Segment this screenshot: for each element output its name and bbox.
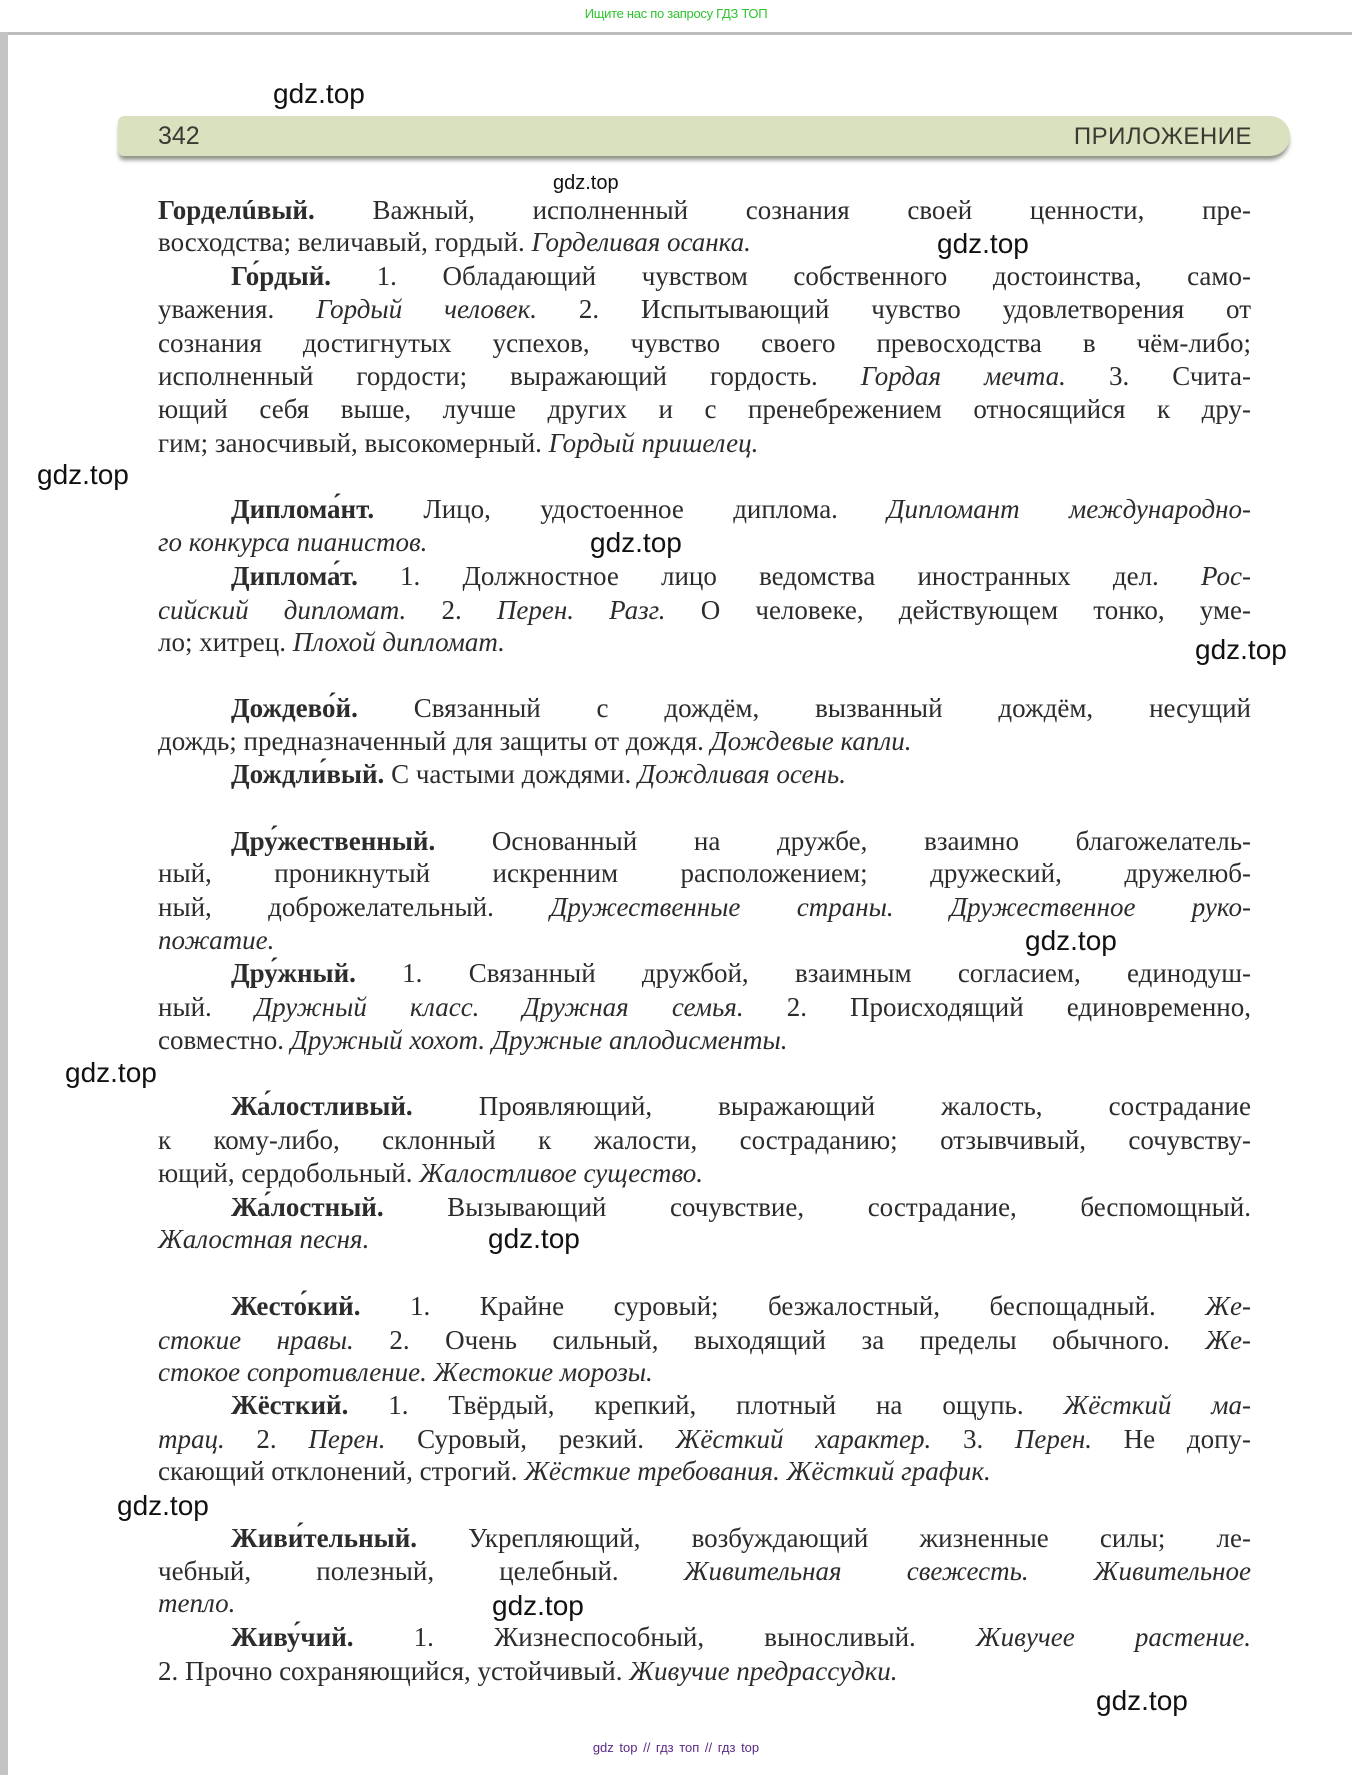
definition-text: 2. [224, 1424, 309, 1454]
definition-text: дождь; предназначенный для защиты от дождя. [158, 726, 711, 756]
definition-text: ющий, сердобольный. [158, 1158, 420, 1188]
definition-text: 2. Происходящий единовременно, [743, 992, 1251, 1022]
example-text: Рос- [1201, 561, 1251, 591]
example-text: стокое сопротивление. Жестокие морозы. [158, 1357, 653, 1387]
example-text: Дождливая осень. [638, 759, 846, 789]
definition-text: 1. Крайне суровый; безжалостный, беспощадный. [360, 1291, 1206, 1321]
headword: Дру́жественный. [231, 826, 436, 856]
example-text: Жалостливое существо. [419, 1158, 704, 1188]
section-title: ПРИЛОЖЕНИЕ [1073, 123, 1252, 150]
entry-line [231, 1388, 1251, 1422]
example-text: Жёсткий характер. [675, 1424, 932, 1454]
headword: Жесто́кий. [231, 1291, 361, 1321]
example-text: Дипломант международно- [887, 494, 1251, 524]
page-header-band [118, 116, 1290, 156]
entry-line [231, 259, 1251, 293]
entry-line [158, 593, 1251, 627]
entry-line [158, 326, 1251, 360]
headword: Жа́лостливый. [231, 1091, 413, 1121]
example-text: Дружный хохот. Дружные аплодисменты. [290, 1025, 788, 1055]
example-text: пожатие. [158, 925, 275, 955]
entry-line [231, 492, 1251, 526]
example-text: Горделивая осанка. [531, 227, 751, 257]
definition-text: ло; хитрец. [158, 627, 293, 657]
watermark-text: gdz.top [65, 1057, 157, 1088]
top-banner-text: Ищите нас по запросу ГДЗ ТОП [584, 6, 768, 21]
watermark-text: gdz.top [937, 228, 1029, 259]
entry-line [231, 1620, 1251, 1654]
definition-text: ный. [158, 992, 255, 1022]
entry-line [158, 1123, 1251, 1157]
entry-line [158, 1156, 1251, 1190]
headword: Дру́жный. [231, 958, 356, 988]
watermark-text: gdz.top [553, 172, 619, 194]
example-text: Гордый пришелец. [548, 428, 759, 458]
example-text: Же- [1205, 1325, 1251, 1355]
definition-text: 1. Жизнеспособный, выносливый. [353, 1622, 976, 1652]
entry-line [231, 1089, 1251, 1123]
watermark-text: gdz.top [1096, 1685, 1188, 1716]
definition-text: Укрепляющий, возбуждающий жизненные силы; ле- [417, 1523, 1251, 1553]
entry-line [231, 691, 1251, 725]
watermark-text: gdz.top [488, 1223, 580, 1254]
watermark-text: gdz.top [1025, 925, 1117, 956]
entry-line [231, 824, 1251, 858]
entry-line [158, 1554, 1251, 1588]
headword: Живи́тельный. [231, 1523, 418, 1553]
example-text: Дружный класс. Дружная семья. [254, 992, 744, 1022]
definition-text: скающий отклонений, строгий. [158, 1456, 525, 1486]
entry-line [158, 193, 1251, 227]
definition-text: Лицо, удостоенное диплома. [374, 494, 888, 524]
entry-line [231, 1190, 1251, 1224]
definition-text: Важный, исполненный сознания своей ценности, пре- [314, 195, 1251, 225]
entry-line [158, 225, 1251, 259]
definition-text: 2. [406, 595, 497, 625]
entry-line [231, 757, 1251, 791]
headword: Диплома́нт. [231, 494, 375, 524]
example-text: Жёсткий ма- [1063, 1390, 1251, 1420]
example-text: Живительная свежесть. Живительное [683, 1556, 1251, 1586]
definition-text: 1. Связанный дружбой, взаимным согласием, единодуш- [355, 958, 1251, 988]
top-divider [0, 32, 1352, 35]
definition-text: Суровый, резкий. [385, 1424, 676, 1454]
entry-line [158, 1454, 1251, 1488]
definition-text: Проявляющий, выражающий жалость, сострадание [412, 1091, 1251, 1121]
example-text: Жалостная песня. [158, 1224, 370, 1254]
headword: Диплома́т. [231, 561, 358, 591]
headword: Живу́чий. [231, 1622, 354, 1652]
entry-line [158, 392, 1251, 426]
example-text: Перен. [1014, 1424, 1093, 1454]
definition-text: 3. [931, 1424, 1015, 1454]
definition-text: совместно. [158, 1025, 291, 1055]
example-text: Гордый человек. [316, 294, 537, 324]
watermark-text: gdz.top [37, 459, 129, 490]
definition-text: сознания достигнутых успехов, чувство своего превосходства в чём-либо; [158, 328, 1251, 358]
left-page-edge [0, 32, 8, 1775]
definition-text: 3. Счита- [1065, 361, 1251, 391]
example-text: Гордая мечта. [860, 361, 1066, 391]
headword: Дождево́й. [231, 693, 358, 723]
headword: Го́рдый. [231, 261, 332, 291]
entry-line [158, 625, 1251, 659]
definition-text: чебный, полезный, целебный. [158, 1556, 684, 1586]
entry-line [158, 359, 1251, 393]
headword: Дождли́вый. [231, 759, 385, 789]
entry-line [158, 1586, 1251, 1620]
definition-text: исполненный гордости; выражающий гордость. [158, 361, 861, 391]
entry-line [158, 1222, 1251, 1256]
example-text: трац. [158, 1424, 225, 1454]
example-text: стокие нравы. [158, 1325, 354, 1355]
definition-text: 1. Обладающий чувством собственного достоинства, само- [331, 261, 1251, 291]
example-text: Перен. [308, 1424, 386, 1454]
entry-line [158, 525, 1251, 559]
headword: Горделúвый. [158, 195, 315, 225]
definition-text: Не допу- [1092, 1424, 1252, 1454]
definition-text: гим; заносчивый, высокомерный. [158, 428, 549, 458]
entry-line [158, 1654, 1251, 1688]
entry-line [158, 1355, 1251, 1389]
entry-line [158, 990, 1251, 1024]
definition-text: ющий себя выше, лучше других и с пренебрежением относящийся к дру- [158, 394, 1251, 424]
definition-text: С частыми дождями. [384, 759, 639, 789]
definition-text: ный, проникнутый искренним расположением; дружеский, дружелюб- [158, 858, 1251, 888]
entry-line [158, 724, 1251, 758]
watermark-text: gdz.top [273, 78, 365, 109]
entry-line [158, 292, 1251, 326]
definition-text: ный, доброжелательный. [158, 892, 551, 922]
entry-line [158, 1422, 1251, 1456]
entry-line [158, 890, 1251, 924]
watermark-text: gdz.top [1195, 634, 1287, 665]
watermark-text: gdz.top [590, 527, 682, 558]
definition-text: уважения. [158, 294, 317, 324]
definition-text: 2. Прочно сохраняющийся, устойчивый. [158, 1656, 630, 1686]
headword: Жа́лостный. [231, 1192, 384, 1222]
example-text: Дождевые капли. [710, 726, 912, 756]
example-text: Перен. Разг. [496, 595, 666, 625]
example-text: сийский дипломат. [158, 595, 407, 625]
definition-text: 1. Должностное лицо ведомства иностранных дел. [357, 561, 1201, 591]
example-text: Живучие предрассудки. [629, 1656, 898, 1686]
definition-text: Связанный с дождём, вызванный дождём, несущий [357, 693, 1251, 723]
definition-text: восходства; величавый, гордый. [158, 227, 532, 257]
footer-text: gdz top // гдз топ // гдз top [592, 1740, 760, 1755]
definition-text: О человеке, действующем тонко, уме- [665, 595, 1252, 625]
example-text: го конкурса пианистов. [158, 527, 428, 557]
page-number: 342 [158, 122, 200, 150]
example-text: Живучее растение. [975, 1622, 1251, 1652]
entry-line [158, 426, 1251, 460]
entry-line [231, 1289, 1251, 1323]
definition-text: Основанный на дружбе, взаимно благожелатель- [435, 826, 1251, 856]
example-text: Дружественные страны. Дружественное руко- [550, 892, 1251, 922]
definition-text: 2. Испытывающий чувство удовлетворения от [536, 294, 1252, 324]
entry-line [158, 1323, 1251, 1357]
example-text: Жёсткие требования. Жёсткий график. [524, 1456, 991, 1486]
watermark-text: gdz.top [492, 1590, 584, 1621]
definition-text: Вызывающий сочувствие, сострадание, беспомощный. [383, 1192, 1251, 1222]
example-text: Плохой дипломат. [292, 627, 505, 657]
headword: Жёсткий. [231, 1390, 349, 1420]
entry-line [231, 1521, 1251, 1555]
entry-line [231, 559, 1251, 593]
definition-text: 1. Твёрдый, крепкий, плотный на ощупь. [348, 1390, 1064, 1420]
definition-text: к кому-либо, склонный к жалости, состраданию; отзывчивый, сочувству- [158, 1125, 1251, 1155]
example-text: тепло. [158, 1588, 236, 1618]
definition-text: 2. Очень сильный, выходящий за пределы обычного. [353, 1325, 1206, 1355]
example-text: Же- [1205, 1291, 1251, 1321]
watermark-text: gdz.top [117, 1490, 209, 1521]
entry-line [158, 856, 1251, 890]
entry-line [231, 956, 1251, 990]
entry-line [158, 1023, 1251, 1057]
